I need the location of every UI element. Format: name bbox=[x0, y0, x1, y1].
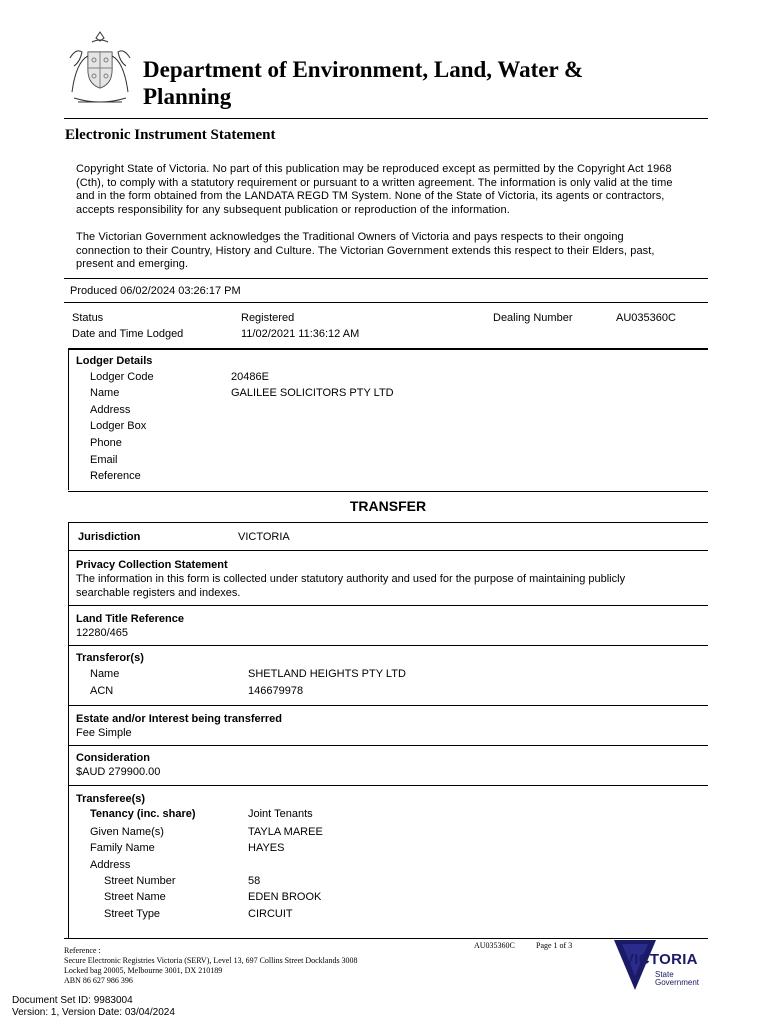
lodger-code-label: Lodger Code bbox=[90, 371, 154, 383]
transferee-heading: Transferee(s) bbox=[76, 793, 146, 805]
lodger-details-heading: Lodger Details bbox=[76, 355, 153, 367]
transferor-heading: Transferor(s) bbox=[76, 652, 144, 664]
acknowledgement-line: present and emerging. bbox=[76, 258, 189, 271]
lodger-reference-label: Reference bbox=[90, 470, 141, 482]
divider bbox=[68, 745, 708, 746]
consideration-heading: Consideration bbox=[76, 752, 150, 764]
privacy-heading: Privacy Collection Statement bbox=[76, 559, 228, 571]
lodger-email-label: Email bbox=[90, 454, 118, 466]
dealing-number-value: AU035360C bbox=[616, 312, 676, 324]
date-lodged-label: Date and Time Lodged bbox=[72, 328, 184, 340]
statement-title: Electronic Instrument Statement bbox=[65, 127, 276, 143]
document-set-id: Document Set ID: 9983004 bbox=[12, 995, 133, 1006]
footer-reference bbox=[64, 946, 358, 986]
street-type-label: Street Type bbox=[104, 908, 161, 920]
consideration-value: $AUD 279900.00 bbox=[76, 766, 161, 778]
lodger-address-label: Address bbox=[90, 404, 131, 416]
estate-heading: Estate and/or Interest being transferred bbox=[76, 713, 282, 725]
transferor-acn-value: 146679978 bbox=[248, 685, 304, 697]
victoria-logo-wordmark: VICTORIA bbox=[624, 951, 698, 968]
lodger-phone-label: Phone bbox=[90, 437, 122, 449]
given-names-label: Given Name(s) bbox=[90, 826, 164, 838]
victoria-logo-government: Government bbox=[655, 978, 700, 987]
transferor-acn-label: ACN bbox=[90, 685, 114, 697]
department-title-line1: Department of Environment, Land, Water & bbox=[143, 57, 584, 82]
family-name-label: Family Name bbox=[90, 842, 155, 854]
jurisdiction-value: VICTORIA bbox=[238, 531, 290, 543]
tenancy-label: Tenancy (inc. share) bbox=[90, 808, 196, 820]
street-number-label: Street Number bbox=[104, 875, 176, 887]
lodger-name-label: Name bbox=[90, 387, 120, 399]
header-rule bbox=[64, 118, 708, 119]
document-version: Version: 1, Version Date: 03/04/2024 bbox=[12, 1007, 175, 1018]
lodger-code-value: 20486E bbox=[231, 371, 269, 383]
lodger-name-value: GALILEE SOLICITORS PTY LTD bbox=[231, 387, 394, 399]
produced-timestamp: Produced 06/02/2024 03:26:17 PM bbox=[70, 285, 241, 297]
status-label: Status bbox=[72, 312, 104, 324]
footer-abn: ABN 86 627 986 396 bbox=[64, 976, 133, 985]
copyright-line: (Cth), to comply with a statutory requirement or pursuant to a written agreement. The information is only valid at the time bbox=[76, 176, 673, 189]
acknowledgement-line: The Victorian Government acknowledges the Traditional Owners of Victoria and pays respects to their ongoing bbox=[76, 231, 624, 243]
divider bbox=[68, 522, 708, 523]
document-set-info bbox=[12, 995, 175, 1019]
privacy-line: The information in this form is collected under statutory authority and used for the purpose of maintaining publicly bbox=[76, 573, 626, 585]
lodger-box-label: Lodger Box bbox=[90, 420, 147, 432]
land-title-heading: Land Title Reference bbox=[76, 613, 184, 625]
divider bbox=[68, 491, 708, 492]
copyright-line: Copyright State of Victoria. No part of this publication may be reproduced except as permitted by the Copyright Act 1968 bbox=[76, 163, 672, 175]
jurisdiction-label: Jurisdiction bbox=[78, 531, 141, 543]
transferor-name-value: SHETLAND HEIGHTS PTY LTD bbox=[248, 668, 406, 680]
street-number-value: 58 bbox=[248, 875, 261, 887]
divider bbox=[68, 348, 708, 350]
coat-of-arms-logo bbox=[64, 28, 136, 108]
victoria-logo-state: State bbox=[655, 970, 674, 979]
dealing-number-label: Dealing Number bbox=[493, 312, 573, 324]
status-value: Registered bbox=[241, 312, 295, 324]
street-name-label: Street Name bbox=[104, 891, 166, 903]
copyright-notice bbox=[76, 163, 706, 217]
divider bbox=[68, 605, 708, 606]
divider bbox=[64, 302, 708, 303]
estate-value: Fee Simple bbox=[76, 727, 132, 739]
street-type-value: CIRCUIT bbox=[248, 908, 293, 920]
divider bbox=[68, 705, 708, 706]
date-lodged-value: 11/02/2021 11:36:12 AM bbox=[241, 328, 360, 340]
transfer-title: TRANSFER bbox=[349, 498, 427, 514]
footer-reference-label: Reference : bbox=[64, 946, 101, 955]
land-title-value: 12280/465 bbox=[76, 627, 128, 639]
section-bar bbox=[68, 522, 69, 939]
given-names-value: TAYLA MAREE bbox=[248, 826, 323, 838]
footer-address-line: Locked bag 20005, Melbourne 3001, DX 210189 bbox=[64, 966, 223, 975]
street-name-value: EDEN BROOK bbox=[248, 891, 322, 903]
footer-rule bbox=[64, 938, 708, 939]
copyright-line: accepts responsibility for any subsequent publication or reproduction of the information. bbox=[76, 203, 510, 216]
victoria-government-logo bbox=[614, 940, 714, 990]
divider bbox=[68, 645, 708, 646]
divider bbox=[68, 550, 708, 551]
department-title bbox=[143, 56, 583, 110]
divider bbox=[68, 785, 708, 786]
privacy-line: searchable registers and indexes. bbox=[76, 587, 241, 599]
transferor-name-label: Name bbox=[90, 668, 120, 680]
section-bar bbox=[68, 350, 69, 490]
acknowledgement-line: connection to their Country, History and Culture. The Victorian Government extends this respect to their Elders, past, bbox=[76, 244, 655, 257]
tenancy-value: Joint Tenants bbox=[248, 808, 313, 820]
copyright-line: and in the form obtained from the LANDATA REGD TM System. None of the State of Victoria, its agents or contractors, bbox=[76, 190, 665, 203]
footer-dealing-ref: AU035360C bbox=[474, 941, 515, 950]
footer-address-line: Secure Electronic Registries Victoria (SERV), Level 13, 697 Collins Street Docklands 3008 bbox=[64, 956, 358, 965]
divider bbox=[64, 278, 708, 279]
family-name-value: HAYES bbox=[248, 842, 285, 854]
department-title-line2: Planning bbox=[143, 84, 232, 109]
acknowledgement-notice bbox=[76, 231, 706, 272]
transferee-address-label: Address bbox=[90, 859, 131, 871]
footer-page-number: Page 1 of 3 bbox=[536, 941, 573, 950]
